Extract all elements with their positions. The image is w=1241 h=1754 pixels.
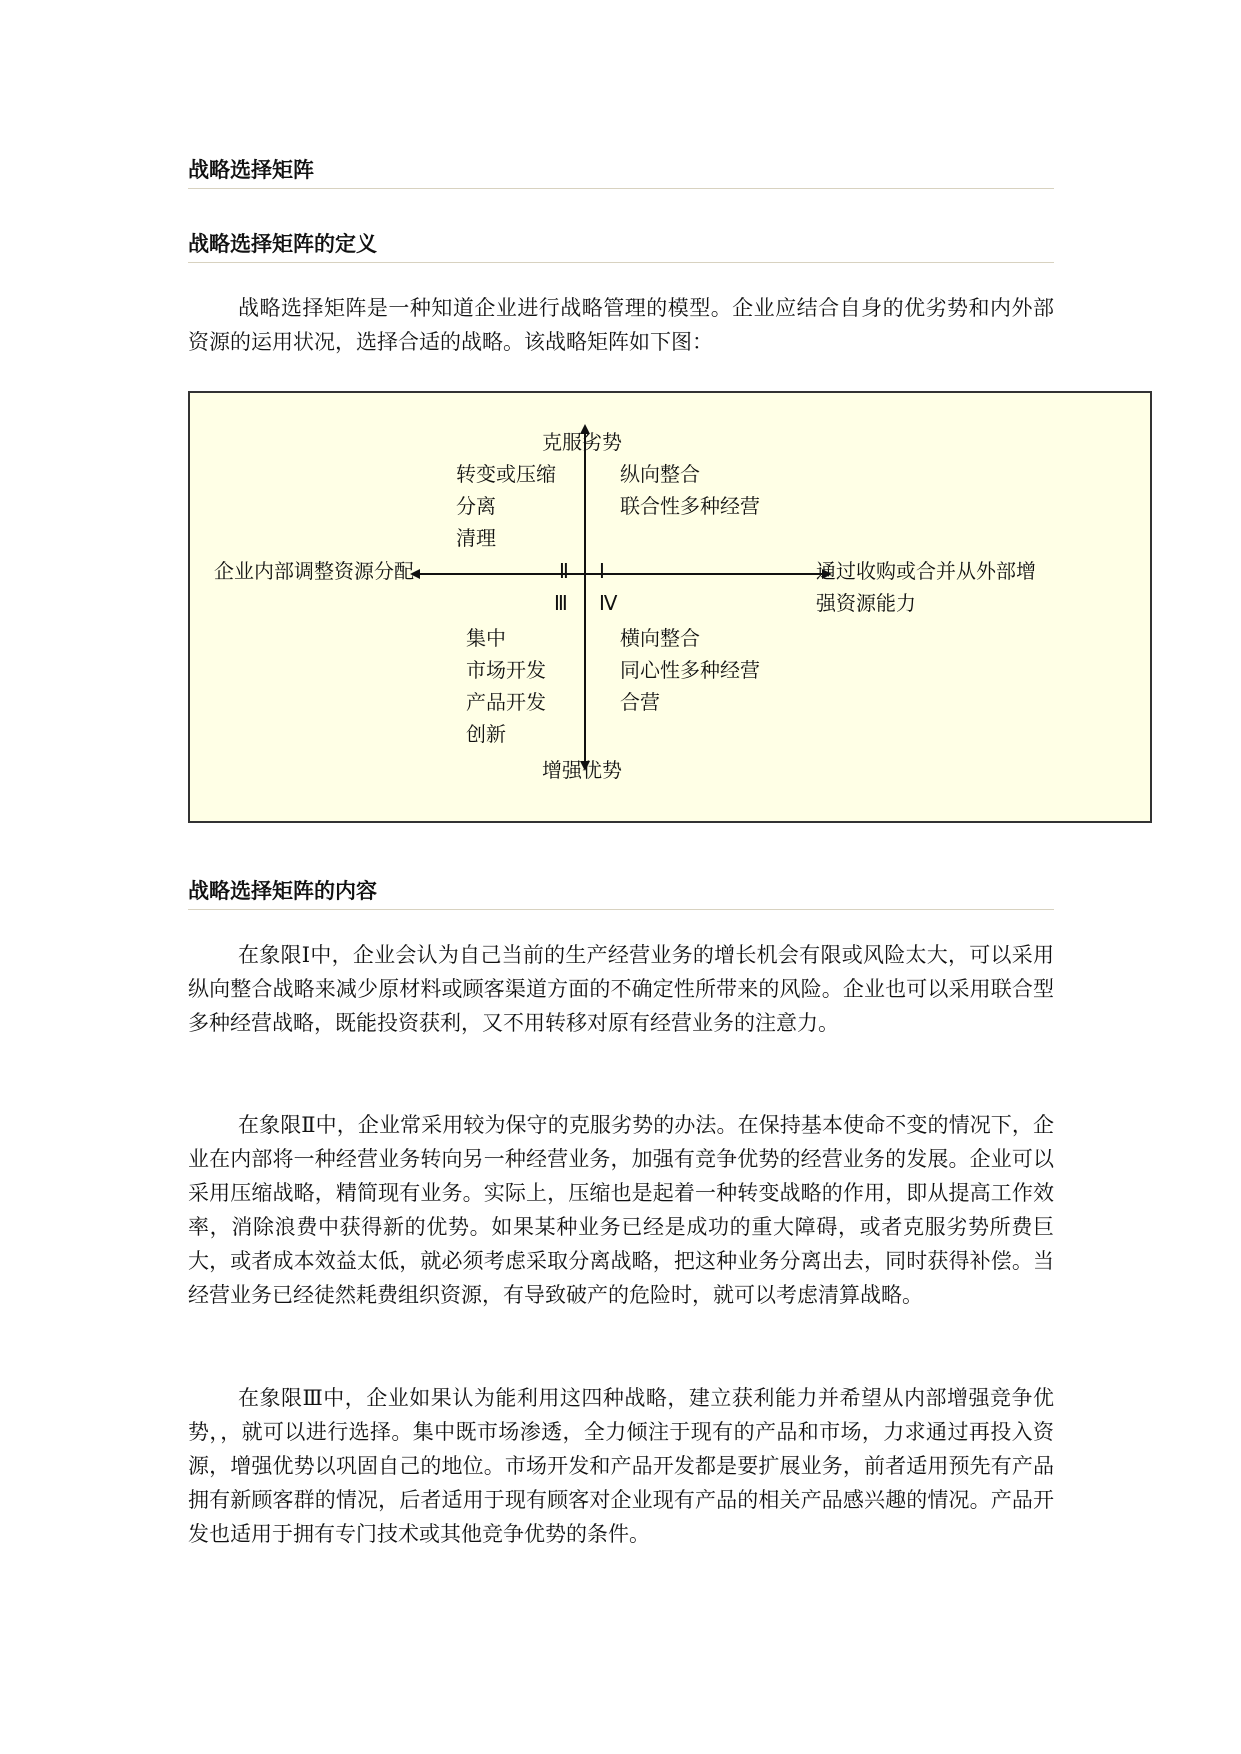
matrix-svg <box>190 393 1154 825</box>
q3-item: 产品开发 <box>466 690 546 714</box>
axis-label-bottom: 增强优势 <box>542 758 622 782</box>
quadrant-label-2: Ⅱ <box>559 559 569 583</box>
q2-item: 转变或压缩 <box>456 462 556 486</box>
definition-heading: 战略选择矩阵的定义 <box>188 230 1054 263</box>
q2-item: 清理 <box>456 526 496 550</box>
content-heading: 战略选择矩阵的内容 <box>188 877 1054 910</box>
quadrant-label-1: Ⅰ <box>599 559 605 583</box>
quadrant-label-4: Ⅳ <box>599 591 618 615</box>
content-paragraph-3: 在象限Ⅲ中，企业如果认为能利用这四种战略，建立获利能力并希望从内部增强竞争优势，，就可以进行选择。集中既市场渗透，全力倾注于现有的产品和市场，力求通过再投入资源，增强优势以巩固自己的地位。市场开发和产品开发都是要扩展业务，前者适用预先有产品拥有新顾客群的情况，后者适用于现有顾客对企业现有产品的相关产品感兴趣的情况。产品开发也适用于拥有专门技术或其他竞争优势的条件。 <box>188 1386 1054 1546</box>
strategy-matrix-diagram <box>188 391 1152 823</box>
q4-item: 同心性多种经营 <box>620 658 760 682</box>
document-title: 战略选择矩阵 <box>188 156 1054 189</box>
axis-label-right-line1: 通过收购或合并从外部增 <box>816 559 1036 583</box>
content-paragraph-2: 在象限Ⅱ中，企业常采用较为保守的克服劣势的办法。在保持基本使命不变的情况下，企业在内部将一种经营业务转向另一种经营业务，加强有竞争优势的经营业务的发展。企业可以采用压缩战略，精简现有业务。实际上，压缩也是起着一种转变战略的作用，即从提高工作效率，消除浪费中获得新的优势。如果某种业务已经是成功的重大障碍，或者克服劣势所费巨大，或者成本效益太低，就必须考虑采取分离战略，把这种业务分离出去，同时获得补偿。当经营业务已经徒然耗费组织资源，有导致破产的危险时，就可以考虑清算战略。 <box>188 1113 1054 1307</box>
q2-item: 分离 <box>456 494 496 518</box>
content-paragraph-1: 在象限Ⅰ中，企业会认为自己当前的生产经营业务的增长机会有限或风险太大，可以采用纵向整合战略来减少原材料或顾客渠道方面的不确定性所带来的风险。企业也可以采用联合型多种经营战略，既能投资获利，又不用转移对原有经营业务的注意力。 <box>188 943 1054 1035</box>
definition-paragraph: 战略选择矩阵是一种知道企业进行战略管理的模型。企业应结合自身的优劣势和内外部资源的运用状况，选择合适的战略。该战略矩阵如下图： <box>188 296 1054 354</box>
axis-label-left: 企业内部调整资源分配 <box>214 559 414 583</box>
q3-item: 创新 <box>466 722 506 746</box>
axis-label-right-line2: 强资源能力 <box>816 591 916 615</box>
quadrant-label-3: Ⅲ <box>554 591 568 615</box>
axis-label-top: 克服劣势 <box>542 430 622 454</box>
q3-item: 市场开发 <box>466 658 546 682</box>
q3-item: 集中 <box>466 626 506 650</box>
q1-item: 纵向整合 <box>620 462 700 486</box>
q4-item: 合营 <box>620 690 660 714</box>
q4-item: 横向整合 <box>620 626 700 650</box>
q1-item: 联合性多种经营 <box>620 494 760 518</box>
